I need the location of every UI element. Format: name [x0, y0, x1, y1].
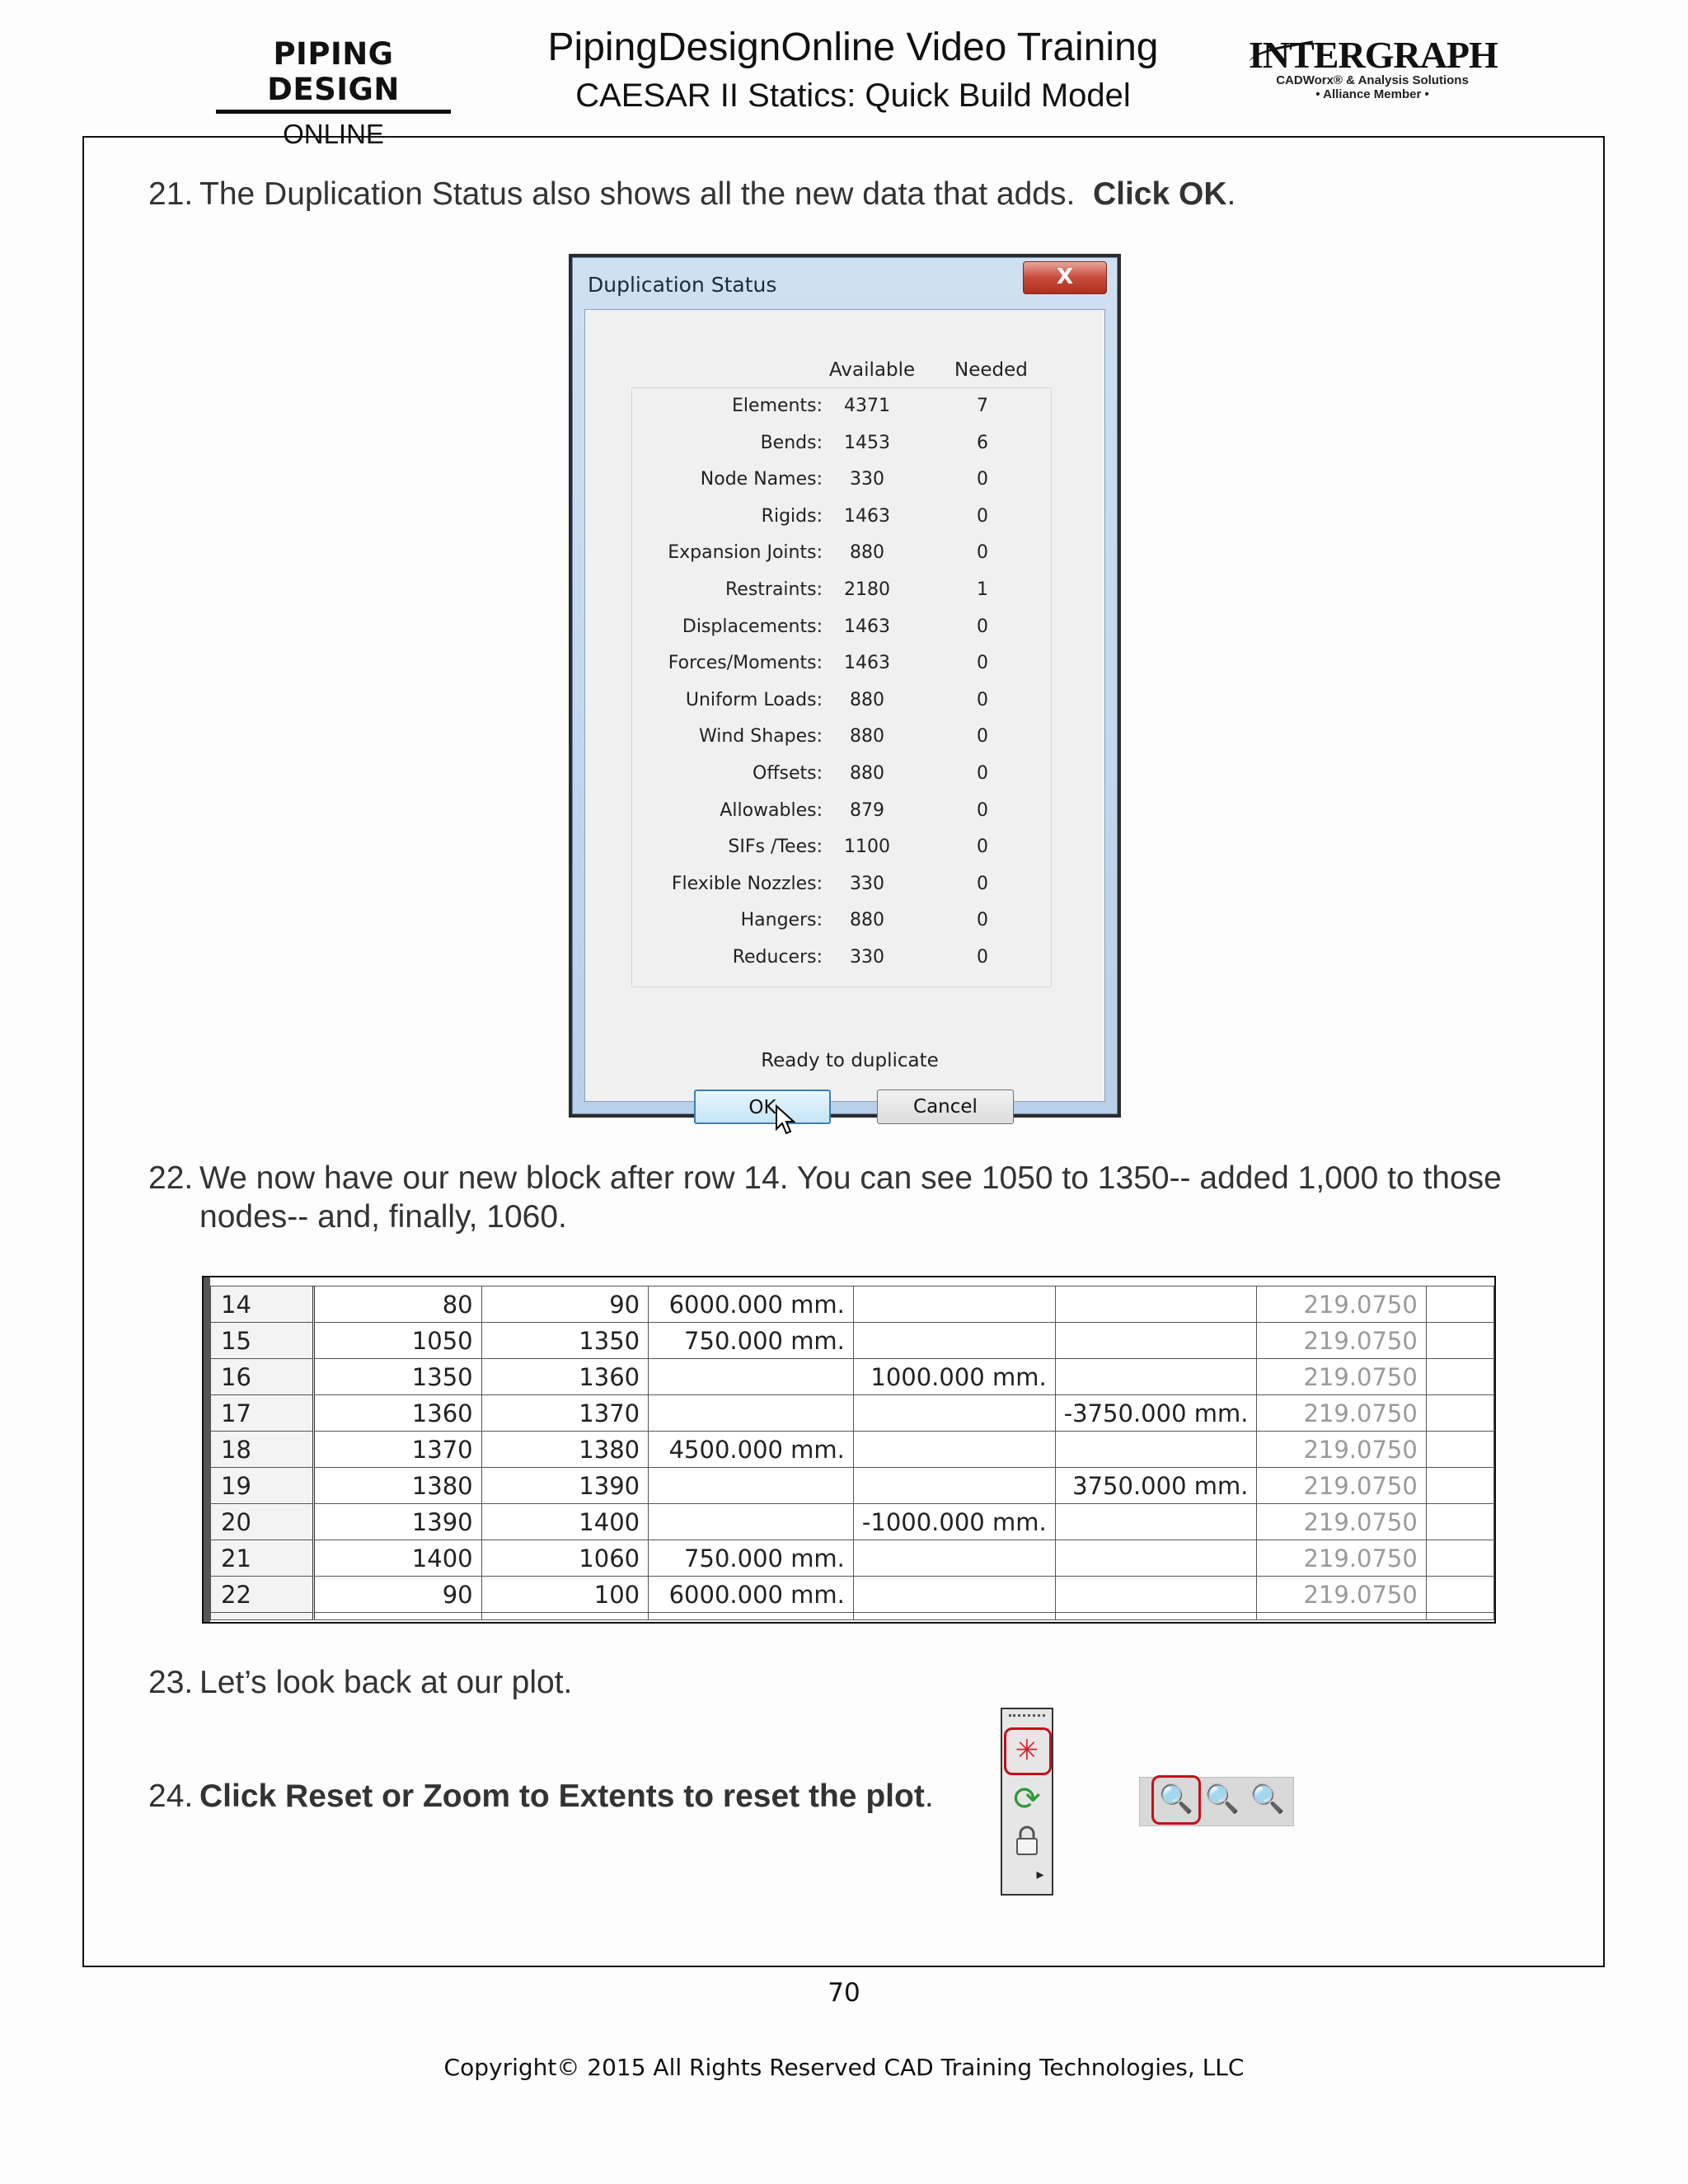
to-node-cell[interactable]: 100: [481, 1577, 649, 1613]
resource-row: [585, 542, 1129, 579]
resource-row: [585, 653, 1129, 689]
dz-cell[interactable]: [1055, 1432, 1257, 1468]
to-node-cell[interactable]: 1370: [481, 1395, 649, 1432]
resource-label: Allowables:: [720, 799, 823, 821]
from-node-cell[interactable]: 1390: [314, 1504, 482, 1540]
step-22: [148, 1159, 1566, 1238]
resource-row: [585, 763, 1129, 799]
from-node-cell[interactable]: 1400: [314, 1540, 482, 1577]
resource-row: [585, 469, 1129, 505]
step-number: 21.: [148, 176, 194, 212]
dz-cell[interactable]: [1055, 1359, 1257, 1395]
empty-cell[interactable]: [1426, 1577, 1493, 1613]
resource-row: [585, 579, 1129, 616]
dy-cell[interactable]: [853, 1286, 1055, 1323]
dx-cell[interactable]: 750.000 mm.: [649, 1323, 854, 1359]
row-number-cell[interactable]: 15: [211, 1323, 314, 1359]
copyright-notice: Copyright© 2015 All Rights Reserved CAD Training Technologies, LLC: [443, 2054, 1245, 2081]
dialog-window-frame: [572, 257, 1118, 1118]
resource-label: SIFs /Tees:: [728, 837, 823, 858]
resource-label: Rigids:: [761, 505, 823, 527]
dz-cell[interactable]: -3750.000 mm.: [1055, 1395, 1257, 1432]
brand-tagline: CADWorx® & Analysis Solutions: [1276, 73, 1469, 87]
empty-cell[interactable]: [1426, 1323, 1493, 1359]
dz-cell[interactable]: [1055, 1286, 1257, 1323]
dz-cell[interactable]: [1055, 1577, 1257, 1613]
resource-label: Bends:: [760, 432, 823, 453]
resource-row: [585, 506, 1129, 542]
step-text-bold: Click OK: [1092, 176, 1227, 212]
step-text: [199, 175, 1236, 213]
dz-cell[interactable]: [1055, 1323, 1257, 1359]
to-node-cell[interactable]: 90: [481, 1286, 649, 1323]
toolbar-grip[interactable]: [1009, 1714, 1045, 1720]
zoom-extents-icon[interactable]: 🔍: [1158, 1783, 1194, 1816]
zoom-toolbar: [1139, 1777, 1294, 1826]
spreadsheet-left-edge: [204, 1277, 210, 1622]
dy-cell[interactable]: -1000.000 mm.: [853, 1504, 1055, 1540]
needed-count: 0: [977, 799, 988, 821]
needed-count: 0: [977, 763, 988, 784]
resource-row: [585, 947, 1129, 983]
diameter-cell[interactable]: 219.0750: [1257, 1504, 1426, 1540]
resource-label: Forces/Moments:: [668, 653, 823, 674]
row-number-cell[interactable]: 19: [211, 1468, 314, 1504]
diameter-cell[interactable]: 219.0750: [1257, 1468, 1426, 1504]
step-text: [199, 1777, 934, 1816]
resource-label: Hangers:: [740, 910, 823, 931]
table-row-partial: [211, 1613, 1494, 1620]
available-count: 880: [850, 763, 884, 784]
from-node-cell[interactable]: 1050: [314, 1323, 482, 1359]
empty-cell[interactable]: [1426, 1468, 1493, 1504]
partial-cell: [1257, 1613, 1426, 1620]
partial-cell: [1426, 1613, 1493, 1620]
step-text-tail: .: [924, 1779, 934, 1814]
diameter-cell[interactable]: 219.0750: [1257, 1432, 1426, 1468]
logo-line1: PIPING DESIGN: [267, 36, 400, 107]
resource-label: Offsets:: [753, 763, 823, 784]
element-spreadsheet: [202, 1276, 1496, 1624]
step-text-main: The Duplication Status also shows all the new data that adds.: [199, 176, 1076, 212]
available-count: 880: [850, 726, 884, 748]
resource-label: Flexible Nozzles:: [671, 873, 823, 894]
to-node-cell[interactable]: 1390: [481, 1468, 649, 1504]
dz-cell[interactable]: [1055, 1540, 1257, 1577]
needed-count: 0: [977, 653, 988, 674]
dx-cell[interactable]: [649, 1395, 854, 1432]
diameter-cell[interactable]: 219.0750: [1257, 1359, 1426, 1395]
reset-icon[interactable]: ✳: [1015, 1734, 1039, 1767]
needed-count: 0: [977, 947, 988, 968]
needed-count: 0: [977, 689, 988, 710]
available-count: 330: [850, 469, 884, 490]
resource-label: Node Names:: [700, 469, 823, 490]
needed-count: 0: [977, 873, 988, 894]
needed-count: 0: [977, 910, 988, 931]
table-row[interactable]: [211, 1395, 1494, 1432]
needed-count: 0: [977, 469, 988, 490]
row-number-cell[interactable]: 17: [211, 1395, 314, 1432]
partial-cell: [314, 1613, 482, 1620]
available-count: 1463: [844, 653, 890, 674]
step-text: Let’s look back at our plot.: [199, 1665, 573, 1700]
partial-cell: [649, 1613, 854, 1620]
partial-cell: [853, 1613, 1055, 1620]
mouse-cursor-icon: [775, 1104, 799, 1137]
step-text-line1: We now have our new block after row 14. You can see 1050 to 1350-- added 1,000 to those: [199, 1160, 1502, 1196]
needed-count: 1: [977, 579, 988, 600]
available-count: 1463: [844, 505, 890, 527]
dx-cell[interactable]: 750.000 mm.: [649, 1540, 854, 1577]
table-row[interactable]: [211, 1577, 1494, 1613]
diameter-cell[interactable]: 219.0750: [1257, 1540, 1426, 1577]
diameter-cell[interactable]: 219.0750: [1257, 1395, 1426, 1432]
resource-row: [585, 910, 1129, 946]
document-title: PipingDesignOnline Video Training: [547, 26, 1159, 69]
available-count: 880: [850, 542, 884, 564]
resource-label: Uniform Loads:: [685, 689, 823, 710]
empty-cell[interactable]: [1426, 1540, 1493, 1577]
document-header: [462, 21, 1245, 117]
dz-cell[interactable]: 3750.000 mm.: [1055, 1468, 1257, 1504]
empty-cell[interactable]: [1426, 1286, 1493, 1323]
element-table: [210, 1286, 1494, 1620]
needed-count: 6: [977, 432, 988, 453]
to-node-cell[interactable]: 1350: [481, 1323, 649, 1359]
expand-arrow-icon[interactable]: ▸: [1036, 1866, 1044, 1883]
logo-line2: ONLINE: [283, 119, 384, 149]
dx-cell[interactable]: 6000.000 mm.: [649, 1577, 854, 1613]
resource-label: Restraints:: [724, 579, 823, 600]
resource-label: Displacements:: [682, 616, 823, 637]
dialog-title: Duplication Status: [588, 273, 777, 297]
available-count: 1453: [844, 432, 890, 453]
resource-row: [585, 396, 1129, 432]
resource-row: [585, 837, 1129, 873]
empty-cell[interactable]: [1426, 1395, 1493, 1432]
row-number-cell[interactable]: 14: [211, 1286, 314, 1323]
brand-member: • Alliance Member •: [1315, 87, 1429, 101]
duplication-status-dialog: [569, 254, 1121, 1118]
needed-count: 0: [977, 616, 988, 637]
diameter-cell[interactable]: 219.0750: [1257, 1286, 1426, 1323]
row-number-cell[interactable]: 20: [211, 1504, 314, 1540]
step-text-tail: .: [1226, 176, 1236, 212]
available-count: 880: [850, 689, 884, 710]
row-number-cell[interactable]: 18: [211, 1432, 314, 1468]
ok-button[interactable]: OK: [694, 1090, 831, 1124]
dx-cell[interactable]: 6000.000 mm.: [649, 1286, 854, 1323]
piping-design-online-logo: [216, 36, 451, 150]
available-count: 880: [850, 910, 884, 931]
partial-cell: [481, 1613, 649, 1620]
cancel-button[interactable]: Cancel: [877, 1090, 1014, 1124]
logo-divider: [216, 110, 451, 114]
status-text: Ready to duplicate: [761, 1050, 939, 1071]
dialog-body: [584, 309, 1105, 1118]
row-number-cell[interactable]: 22: [211, 1577, 314, 1613]
dx-cell[interactable]: [649, 1359, 854, 1395]
needed-count: 0: [977, 542, 988, 564]
resource-label: Expansion Joints:: [668, 542, 823, 564]
table-row[interactable]: [211, 1359, 1494, 1395]
empty-cell[interactable]: [1426, 1359, 1493, 1395]
resource-label: Wind Shapes:: [698, 726, 823, 748]
dy-cell[interactable]: [853, 1395, 1055, 1432]
table-row[interactable]: [211, 1468, 1494, 1504]
table-row[interactable]: [211, 1504, 1494, 1540]
from-node-cell[interactable]: 1350: [314, 1359, 482, 1395]
resource-row: [585, 433, 1129, 469]
plot-toolbar-vertical: [1001, 1708, 1053, 1896]
column-header-available: Available: [829, 359, 916, 381]
resource-row: [585, 616, 1129, 653]
needed-count: 0: [977, 726, 988, 748]
to-node-cell[interactable]: 1360: [481, 1359, 649, 1395]
dx-cell[interactable]: 4500.000 mm.: [649, 1432, 854, 1468]
close-button[interactable]: X: [1023, 261, 1107, 294]
row-number-cell[interactable]: 16: [211, 1359, 314, 1395]
dx-cell[interactable]: [649, 1504, 854, 1540]
diameter-cell[interactable]: 219.0750: [1257, 1577, 1426, 1613]
from-node-cell[interactable]: 1380: [314, 1468, 482, 1504]
dz-cell[interactable]: [1055, 1504, 1257, 1540]
from-node-cell[interactable]: 1370: [314, 1432, 482, 1468]
resource-label: Elements:: [732, 396, 823, 416]
dy-cell[interactable]: [853, 1432, 1055, 1468]
from-node-cell[interactable]: 1360: [314, 1395, 482, 1432]
step-text: [199, 1159, 1502, 1236]
resource-row: [585, 726, 1129, 762]
to-node-cell[interactable]: 1380: [481, 1432, 649, 1468]
brand-name: INTERGRAPH: [1249, 34, 1498, 76]
dx-cell[interactable]: [649, 1468, 854, 1504]
table-row[interactable]: [211, 1540, 1494, 1577]
empty-cell[interactable]: [1426, 1432, 1493, 1468]
zoom-window-icon[interactable]: 🔍: [1250, 1783, 1286, 1816]
diameter-cell[interactable]: 219.0750: [1257, 1323, 1426, 1359]
table-row[interactable]: [211, 1323, 1494, 1359]
step-number: 22.: [148, 1160, 194, 1196]
needed-count: 7: [977, 396, 988, 416]
document-subtitle: CAESAR II Statics: Quick Build Model: [575, 77, 1131, 114]
available-count: 1100: [844, 837, 890, 858]
step-number: 23.: [148, 1665, 194, 1700]
row-number-cell[interactable]: 21: [211, 1540, 314, 1577]
available-count: 2180: [844, 579, 890, 600]
step-text-bold: Click Reset or Zoom to Extents to reset the plot: [199, 1779, 925, 1814]
dy-cell[interactable]: 1000.000 mm.: [853, 1359, 1055, 1395]
needed-count: 0: [977, 837, 988, 858]
dy-cell[interactable]: [853, 1540, 1055, 1577]
step-text-line2: nodes-- and, finally, 1060.: [199, 1199, 567, 1235]
from-node-cell[interactable]: 90: [314, 1577, 482, 1613]
partial-cell: [1055, 1613, 1257, 1620]
resource-row: [585, 800, 1129, 837]
refresh-icon[interactable]: ⟳: [1013, 1780, 1041, 1818]
available-count: 330: [850, 873, 884, 894]
empty-cell[interactable]: [1426, 1504, 1493, 1540]
available-count: 4371: [844, 396, 890, 416]
available-count: 330: [850, 947, 884, 968]
table-row[interactable]: [211, 1432, 1494, 1468]
to-node-cell[interactable]: 1060: [481, 1540, 649, 1577]
lock-icon[interactable]: [1002, 1825, 1052, 1861]
available-count: 1463: [844, 616, 890, 637]
zoom-icon[interactable]: 🔍: [1204, 1783, 1240, 1816]
available-count: 879: [850, 799, 884, 821]
to-node-cell[interactable]: 1400: [481, 1504, 649, 1540]
dy-cell[interactable]: [853, 1323, 1055, 1359]
needed-count: 0: [977, 505, 988, 527]
from-node-cell[interactable]: 80: [314, 1286, 482, 1323]
step-number: 24.: [148, 1779, 194, 1814]
resource-row: [585, 874, 1129, 910]
page-number: 70: [828, 1978, 860, 2008]
column-header-needed: Needed: [954, 359, 1028, 381]
intergraph-logo: [1249, 33, 1496, 101]
partial-cell: [211, 1613, 314, 1620]
dy-cell[interactable]: [853, 1577, 1055, 1613]
resource-row: [585, 690, 1129, 726]
dy-cell[interactable]: [853, 1468, 1055, 1504]
table-row[interactable]: [211, 1286, 1494, 1323]
resource-label: Reducers:: [732, 947, 823, 968]
